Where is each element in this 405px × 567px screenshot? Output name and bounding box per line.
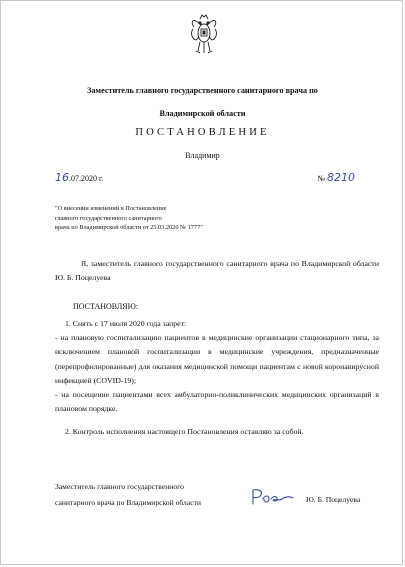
number-sign: № [317, 174, 325, 183]
document-date [55, 171, 103, 184]
city: Владимир [185, 151, 220, 160]
signatory-title-line-1: Заместитель главного государственного [55, 482, 184, 491]
signatory-title [55, 479, 201, 511]
document-number [317, 171, 355, 184]
decree-heading: ПОСТАНОВЛЯЮ: [73, 302, 139, 311]
decree-body [55, 317, 379, 440]
authority-line-2: Владимирской области [159, 109, 246, 118]
coat-of-arms-icon [189, 13, 219, 57]
document-type: ПОСТАНОВЛЕНИЕ [135, 127, 270, 138]
document-subject: "О внесении изменений в Постановление главного государственного санитарного врача по Владимирской области от 25.03.2020 № 1777" [55, 205, 203, 231]
handwritten-signature [249, 487, 295, 507]
issuing-authority [1, 84, 403, 120]
signatory-name: Ю. Б. Поцелуева [306, 495, 361, 504]
decree-bullet-2: - на посещение пациентами всех амбулаторно-поликлинических медицинских организаций в плановом порядке. [55, 390, 379, 414]
handwritten-number: 8210 [327, 171, 355, 184]
preamble: Я, заместитель главного государственного санитарного врача по Владимирской области Ю. Б. Поцелуева [55, 259, 379, 282]
handwritten-day: 16 [55, 171, 69, 184]
signatory-title-line-2: санитарного врача по Владимирской области [55, 498, 201, 507]
decree-item-1: 1. Снять с 17 июля 2020 года запрет: [65, 319, 187, 328]
decree-item-2: 2. Контроль исполнения настоящего Постановления оставляю за собой. [65, 427, 304, 437]
authority-line-1: Заместитель главного государственного санитарного врача по [87, 86, 318, 95]
printed-date: .07.2020 г. [69, 174, 104, 183]
decree-bullet-1: - на плановую госпитализацию пациентов в медицинские организации стационарного типа, за исключением плановой госпитализации в медицинские учреждения, предназначенные (перепрофилированные) для оказания медицинской помощи пациентам с новой коронавирусной инфекцией (COVID-19); [55, 333, 379, 385]
